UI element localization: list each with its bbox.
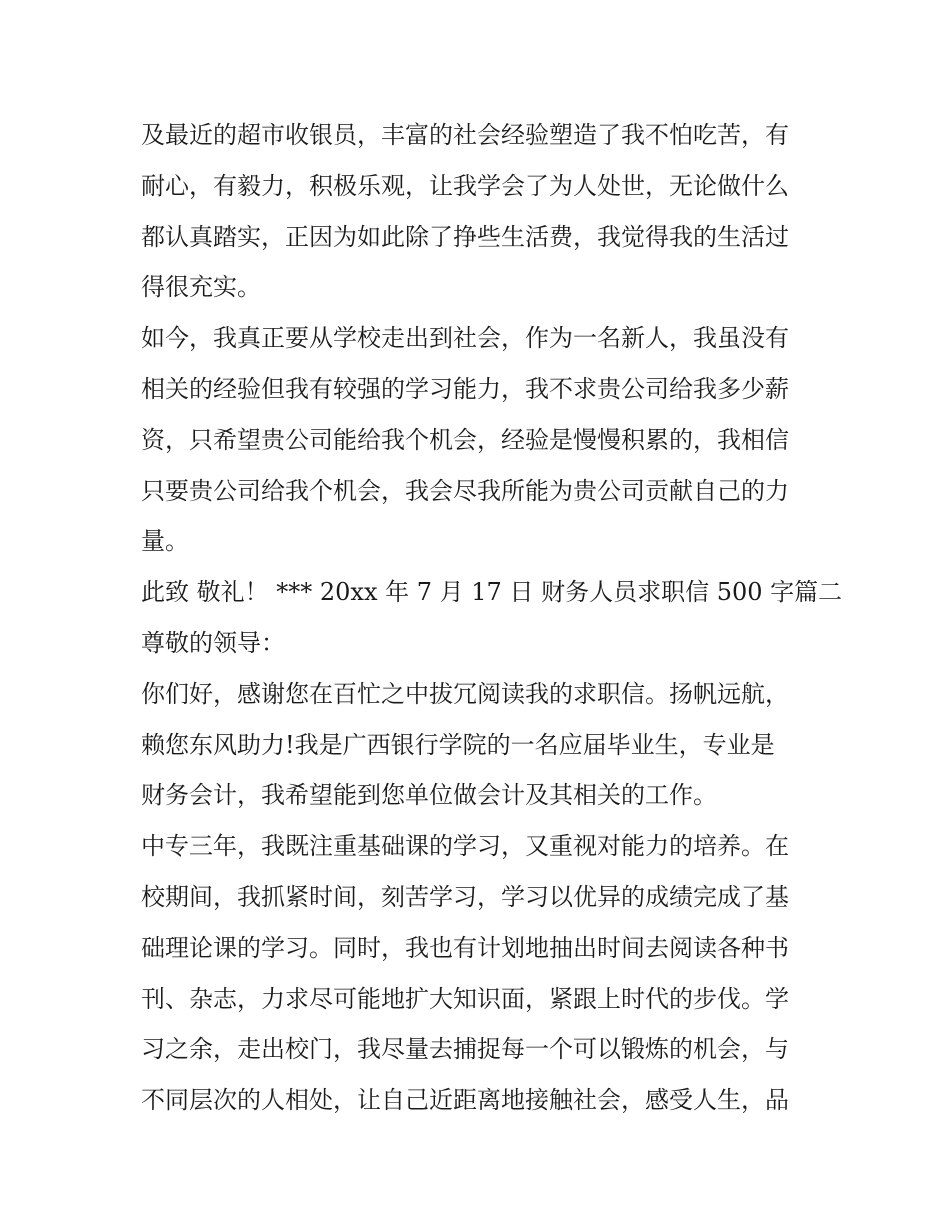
text-line: 此致 敬礼！ *** 20xx 年 7 月 17 日 财务人员求职信 500 字篇二: [141, 578, 843, 607]
text-line: 刊、杂志，力求尽可能地扩大知识面，紧跟上时代的步伐。学: [141, 984, 789, 1013]
text-line: 相关的经验但我有较强的学习能力，我不求贵公司给我多少薪: [141, 374, 789, 403]
text-line: 只要贵公司给我个机会，我会尽我所能为贵公司贡献自己的力: [141, 476, 789, 505]
text-line: 不同层次的人相处，让自己近距离地接触社会，感受人生，品: [141, 1086, 789, 1115]
text-line: 你们好，感谢您在百忙之中拔冗阅读我的求职信。扬帆远航，: [141, 679, 789, 708]
text-line: 量。: [141, 527, 189, 556]
text-line: 中专三年，我既注重基础课的学习，又重视对能力的培养。在: [141, 832, 789, 861]
text-line: 础理论课的学习。同时，我也有计划地抽出时间去阅读各种书: [141, 933, 789, 962]
text-line: 资，只希望贵公司能给我个机会，经验是慢慢积累的，我相信: [141, 425, 789, 454]
document-body: [141, 110, 843, 1126]
text-line: 都认真踏实，正因为如此除了挣些生活费，我觉得我的生活过: [141, 222, 789, 251]
text-line: 尊敬的领导：: [141, 628, 285, 657]
text-line: 财务会计，我希望能到您单位做会计及其相关的工作。: [141, 781, 717, 810]
text-line: 及最近的超市收银员，丰富的社会经验塑造了我不怕吃苦，有: [141, 121, 789, 149]
text-line: 校期间，我抓紧时间，刻苦学习，学习以优异的成绩完成了基: [141, 882, 789, 911]
text-line: 如今，我真正要从学校走出到社会，作为一名新人，我虽没有: [141, 324, 789, 353]
text-line: 耐心，有毅力，积极乐观，让我学会了为人处世，无论做什么: [141, 171, 789, 200]
text-line: 习之余，走出校门，我尽量去捕捉每一个可以锻炼的机会，与: [141, 1035, 789, 1064]
text-line: 得很充实。: [141, 273, 261, 302]
text-line: 赖您东风助力!我是广西银行学院的一名应届毕业生，专业是: [141, 730, 775, 759]
